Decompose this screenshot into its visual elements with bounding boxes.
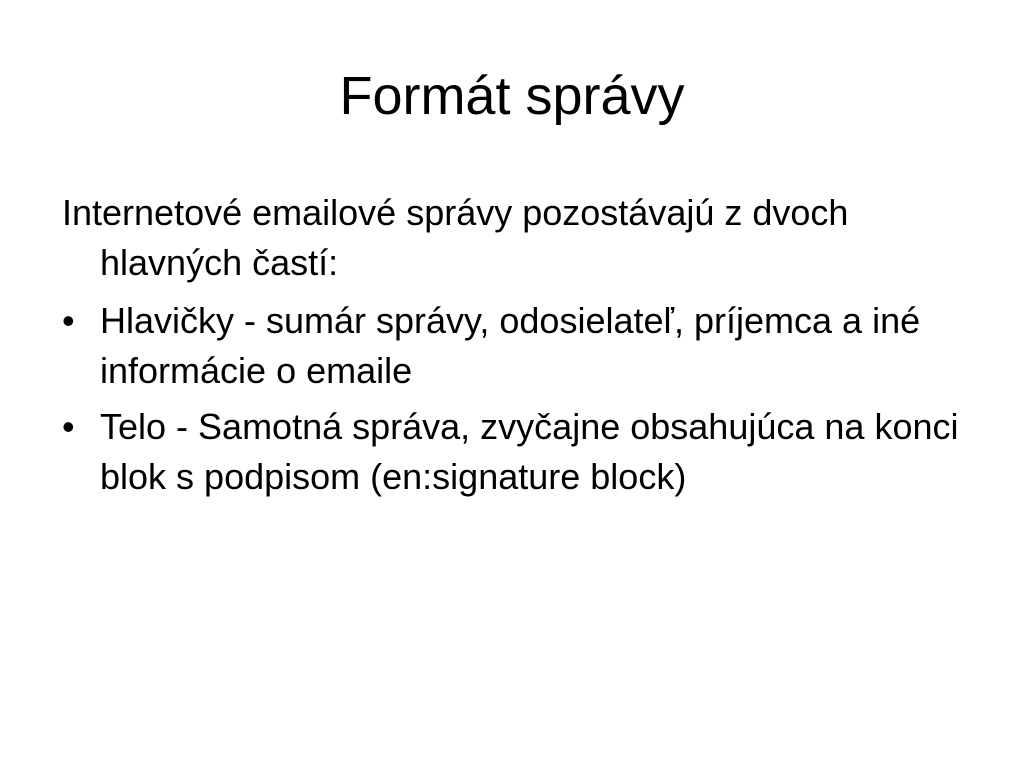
bullet-dot-icon: • (62, 406, 75, 447)
bullet-item-body (62, 402, 962, 502)
bullet-item-headers (62, 296, 962, 396)
bullet-dot-icon: • (62, 300, 75, 341)
intro-paragraph: Internetové emailové správy pozostávajú z dvoch hlavných častí: (62, 192, 849, 283)
bullet-text-body: Telo - Samotná správa, zvyčajne obsahujúca na konci blok s podpisom (en:signature block) (100, 406, 959, 497)
slide-title: Formát správy (339, 66, 685, 126)
bullet-text-headers: Hlavičky - sumár správy, odosielateľ, príjemca a iné informácie o emaile (100, 300, 921, 391)
slide-content (62, 188, 962, 508)
